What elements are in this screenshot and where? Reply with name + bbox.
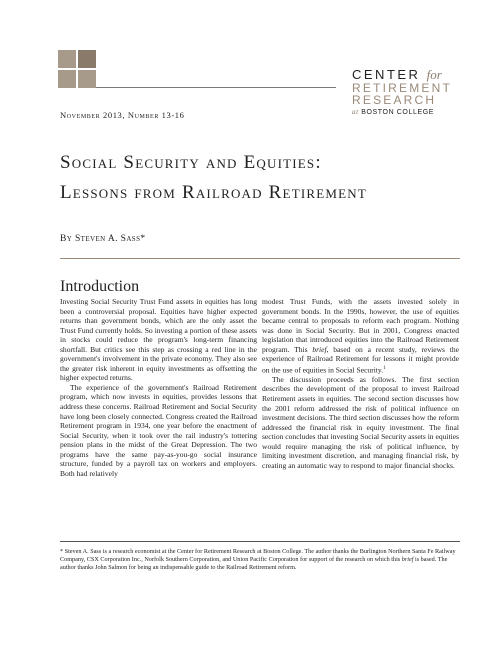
decor-square-2 [78,50,96,68]
footnote-ref: 1 [383,365,386,371]
logo-line-4: at BOSTON COLLEGE [352,107,435,116]
footnote-rule [60,541,460,542]
logo-line-3: RESEARCH [352,93,437,108]
header-rule [96,87,336,88]
footnote: * Steven A. Sass is a research economist at the Center for Retirement Research at Boston College. The author thanks the Burlington Northern Santa Fe Railway Company, CSX Corporation Inc., Norfolk Southern Corporation, and Union Pacific Corporation for support of the research on which this brief is based. The author thanks John Salmon for being an indispensable guide to the Railroad Retirement reform. [60,548,456,572]
decor-square-1 [58,50,76,68]
author-byline: By Steven A. Sass* [60,234,146,244]
decor-square-4 [78,70,96,88]
center-logo [352,68,472,116]
issue-date: November 2013, Number 13-16 [60,110,185,120]
logo-line-1: CENTER for [352,67,442,82]
title-line-2: Lessons from Railroad Retirement [60,182,368,203]
paragraph: The experience of the government's Railroad Retirement program, which now invests in equities, provides lessons that address these concerns. Railroad Retirement and Social Security have long been closely connected. Congress created the Railroad Retirement program in 1934, one year before the enactment of Social Security, when it took over the rail industry's tottering pension plans in the midst of the Great Depression. The two programs have the same pay-as-you-go social insurance structure, funded by a payroll tax on workers and employers. Both had relatively [60,382,257,478]
paragraph: Investing Social Security Trust Fund assets in equities has long been a controversial proposal. Equities have higher expected returns than government bonds, which are the only asset the Trust Fund currently holds. So investing a portion of these assets in stocks could reduce the program's long-term financing shortfall. But critics see this step as crossing a red line in the government's involvement in the private economy. They also see the greater risk inherent in equity investments as offsetting the higher expected returns. [60,297,257,383]
decor-square-3 [58,70,76,88]
title-line-1: Social Security and Equities: [60,152,322,173]
body-column-1 [60,297,257,478]
paragraph: modest Trust Funds, with the assets invested solely in government bonds. In the 1990s, however, the use of equities became central to proposals to reform each program. Nothing was done in Social Security. But in 2001, Congress enacted legislation that introduced equities into the Railroad Retirement program. This brief, based on a recent study, reviews the experience of Railroad Retirement for lessons it might provide on the use of equities in Social Security.$^1$ [262,297,459,375]
logo-line-2: RETIREMENT [352,80,452,95]
section-heading: Introduction [60,278,140,295]
body-column-2 [262,297,459,470]
author-rule [60,258,460,259]
paragraph: The discussion proceeds as follows. The first section describes the development of the proposal to invest Railroad Retirement assets in equities. The second section discusses how the 2001 reform addressed the risk of political influence on investment decisions. The third section discusses how the reform addressed the financial risk in equity investment. The final section concludes that investing Social Security assets in equities would require managing the risk of political influence, by limiting investment discretion, and managing financial risk, by creating an automatic way to respond to major financial shocks. [262,374,459,470]
